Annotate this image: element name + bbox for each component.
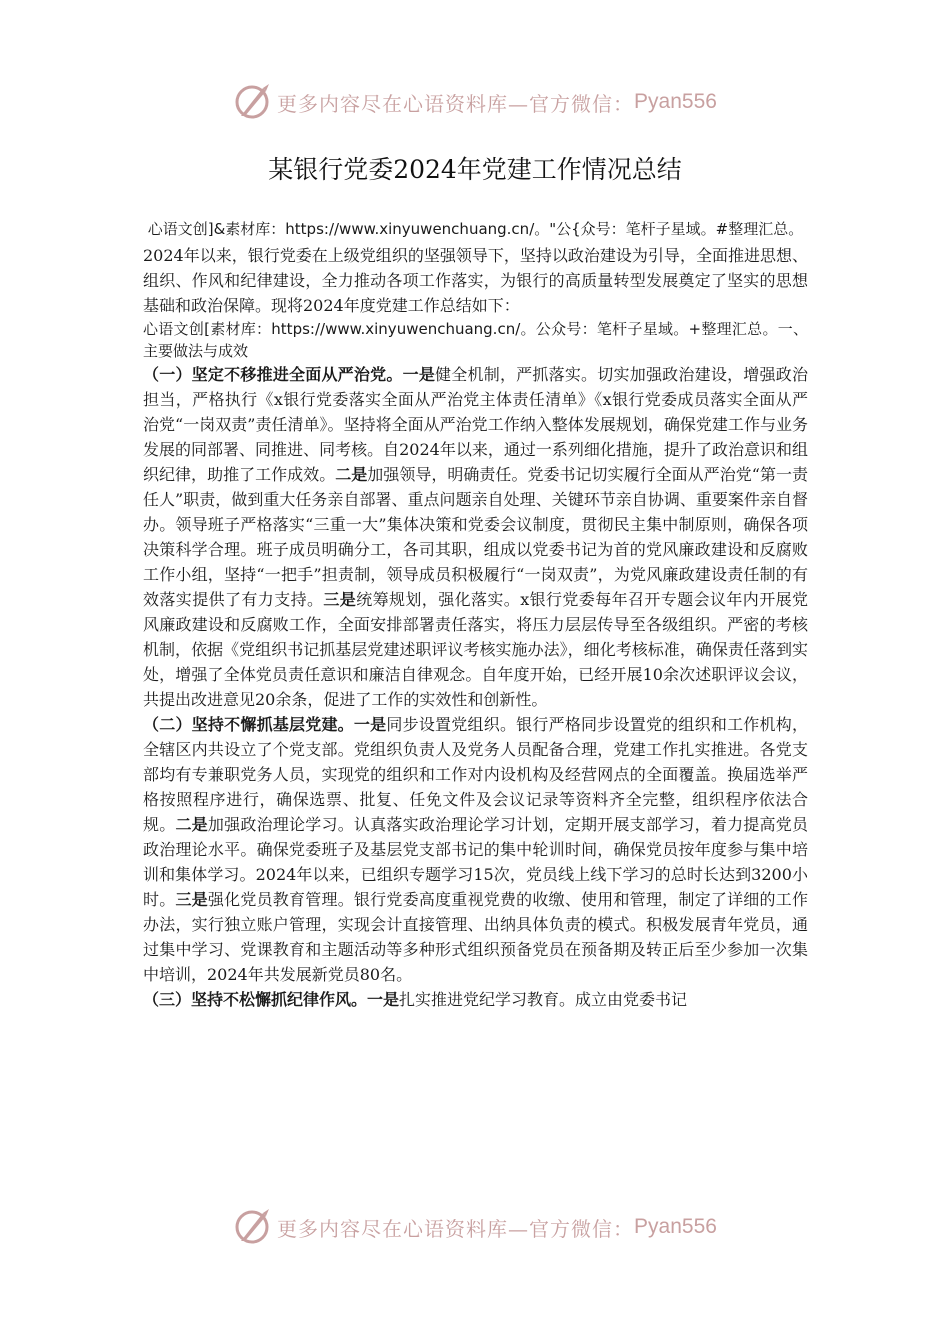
document-body	[143, 218, 808, 1012]
point-label: 一是	[367, 990, 400, 1009]
source-line: 心语文创]&素材库：https://www.xinyuwenchuang.cn/。"公{众号：笔杆子星域。#整理汇总。	[147, 220, 804, 238]
point-text: 加强政治理论学习。认真落实政治理论学习计划，定期开展支部学习，着力提高党员政治理论水平。确保党委班子及基层党支部书记的集中轮训时间，确保党员按年度参与集中培训和集体学习。2024年以来，已组织专题学习15次，党员线上线下学习的总时长达到3200小时。	[143, 815, 808, 909]
point-label: 二是	[335, 465, 368, 484]
banner-wechat-id: Pyan556	[634, 1215, 717, 1238]
point-text: 统筹规划，强化落实。x银行党委每年召开专题会议年内开展党风廉政建设和反腐败工作，全面安排部署责任落实，将压力层层传导至各级组织。严密的考核机制，依据《党组织书记抓基层党建述职评议考核实施办法》，细化考核标准，确保责任落到实处，增强了全体党员责任意识和廉洁自律观念。自年度开始，已经开展10余次述职评议会议，共提出改进意见20余条，促进了工作的实效性和创新性。	[143, 590, 808, 709]
quill-pen-logo-icon	[233, 82, 273, 122]
footer-banner	[0, 1205, 950, 1249]
source-line-section-heading: 心语文创[素材库：https://www.xinyuwenchuang.cn/。公众号：笔杆子星域。+整理汇总。一、主要做法与成效	[143, 320, 808, 360]
point-text: 健全机制，严抓落实。切实加强政治建设，增强政治担当，严格执行《x银行党委落实全面从严治党主体责任清单》《x银行党委成员落实全面从严治党“一岗双责”责任清单》。坚持将全面从严治党工作纳入整体发展规划，确保党建工作与业务发展的同部署、同推进、同考核。自2024年以来，通过一系列细化措施，提升了政治意识和组织纪律，助推了工作成效。	[143, 365, 808, 484]
point-label: 三是	[323, 590, 357, 609]
quill-pen-logo-icon	[233, 1207, 273, 1247]
point-text: 同步设置党组织。银行严格同步设置党的组织和工作机构，全辖区内共设立了个党支部。党组织负责人及党务人员配备合理，党建工作扎实推进。各党支部均有专兼职党务人员，实现党的组织和工作对内设机构及经营网点的全面覆盖。换届选举严格按照程序进行，确保选票、批复、任免文件及会议记录等资料齐全完整，组织程序依法合规。	[143, 715, 808, 834]
banner-wechat-id: Pyan556	[634, 90, 717, 113]
point-label: 二是	[175, 815, 208, 834]
banner-text: 更多内容尽在心语资料库—官方微信：	[277, 1216, 635, 1241]
point-label: 一是	[353, 715, 387, 734]
header-banner	[0, 80, 950, 124]
section-3-paragraph	[143, 987, 808, 1012]
point-label: 三是	[175, 890, 208, 909]
document-title: 某银行党委2024年党建工作情况总结	[268, 155, 682, 184]
section-2-paragraph	[143, 712, 808, 987]
point-text: 扎实推进党纪学习教育。成立由党委书记	[399, 990, 688, 1009]
section-heading: （一）坚定不移推进全面从严治党。	[143, 365, 403, 384]
point-text: 加强领导，明确责任。党委书记切实履行全面从严治党“第一责任人”职责，做到重大任务亲自部署、重点问题亲自处理、关键环节亲自协调、重要案件亲自督办。领导班子严格落实“三重一大”集体决策和党委会议制度，贯彻民主集中制原则，确保各项决策科学合理。班子成员明确分工，各司其职，组成以党委书记为首的党风廉政建设和反腐败工作小组，坚持“一把手”担责制，领导成员积极履行“一岗双责”，为党风廉政建设责任制的有效落实提供了有力支持。	[143, 465, 808, 609]
section-heading: （三）坚持不松懈抓纪律作风。	[143, 990, 368, 1009]
intro-paragraph: 2024年以来，银行党委在上级党组织的坚强领导下，坚持以政治建设为引导，全面推进思想、组织、作风和纪律建设，全力推动各项工作落实，为银行的高质量转型发展奠定了坚实的思想基础和政治保障。现将2024年度党建工作总结如下：	[143, 246, 808, 315]
point-label: 一是	[402, 365, 436, 384]
section-1-paragraph	[143, 362, 808, 712]
banner-text: 更多内容尽在心语资料库—官方微信：	[277, 91, 635, 116]
section-heading: （二）坚持不懈抓基层党建。	[143, 715, 354, 734]
point-text: 强化党员教育管理。银行党委高度重视党费的收缴、使用和管理，制定了详细的工作办法，实行独立账户管理，实现会计直接管理、出纳具体负责的模式。积极发展青年党员，通过集中学习、党课教育和主题活动等多种形式组织预备党员在预备期及转正后至少参加一次集中培训，2024年共发展新党员80名。	[143, 890, 808, 984]
